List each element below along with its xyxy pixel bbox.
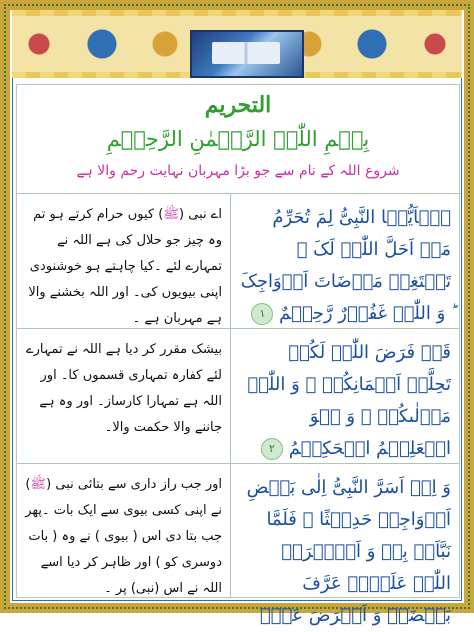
ornamental-banner <box>12 10 462 78</box>
translation-body: کیوں حرام کرتے ہو تم وہ چیز جو حلال کی ہے اللہ نے تمہارے لئے ۔کیا چاہتے ہو خوشنودی اپنی بیویوں کی۔ اور اللہ بخشنے والا ہے مہربان ہے ۔ <box>28 207 222 326</box>
verse-row <box>17 329 459 464</box>
arabic-text: وَ اِذۡ اَسَرَّ النَّبِیُّ اِلٰی بَعۡضِ اَزۡوَاجِہٖ حَدِیۡثًا ۚ فَلَمَّا نَبَّاَتۡ بِہٖ وَ اَظۡہَرَہُ اللّٰہُ عَلَیۡہِ عَرَّفَ بَعۡضَہٗ وَ اَعۡرَضَ عَنۡۢ <box>246 477 451 626</box>
translation-body: نے اپنی کسی بیوی سے ایک بات ۔پھر جب بتا دی اس ( بیوی ) نے وہ ( بات دوسری کو ) اور ظاہر کر دیا اسے اللہ نے اس (نبی) پر ۔ <box>25 503 222 596</box>
translation-body: بیشک مقرر کر دیا ہے اللہ نے تمہارے لئے کفارہ تمہاری قسموں کا۔ اور اللہ ہے تمہارا کارساز۔ اور وہ ہے جاننے والا حکمت والا۔ <box>26 342 222 435</box>
ayah-number-marker: ۱ <box>251 303 273 325</box>
translation-lead: اے نبی <box>188 207 222 222</box>
ayah-number-marker: ۲ <box>261 438 283 460</box>
header-section <box>17 85 459 194</box>
arabic-text: قَدۡ فَرَضَ اللّٰہُ لَکُمۡ تَحِلَّۃَ اَیۡمَانِکُمۡ ۚ وَ اللّٰہُ مَوۡلٰىکُمۡ ۚ وَ ہُوَ الۡعَلِیۡمُ الۡحَکِیۡمُ <box>247 342 451 459</box>
bismillah-arabic: بِسۡمِ اللّٰہِ الرَّحۡمٰنِ الرَّحِیۡمِ <box>106 127 370 151</box>
salutation-mark: ﷺ <box>163 207 180 222</box>
bismillah-urdu: شروع اللہ کے نام سے جو بڑا مہربان نہایت رحم والا ہے <box>76 163 400 179</box>
translation-lead: اور جب راز داری سے بتائی نبی <box>55 477 222 492</box>
verse-arabic <box>231 464 459 626</box>
salutation-mark: ﷺ <box>30 477 47 492</box>
verse-translation <box>17 329 231 463</box>
verse-row <box>17 464 459 626</box>
verse-arabic <box>231 194 459 328</box>
surah-title: التحريم <box>204 92 272 118</box>
content-panel <box>16 84 460 626</box>
quran-book-image <box>190 30 304 78</box>
verse-row <box>17 194 459 329</box>
arabic-text: یٰۤاَیُّہَا النَّبِیُّ لِمَ تُحَرِّمُ مَاۤ اَحَلَّ اللّٰہُ لَکَ ۚ تَبۡتَغِیۡ مَرۡضَاتَ اَزۡوَاجِکَ ؕ وَ اللّٰہُ غَفُوۡرٌ رَّحِیۡمٌ <box>240 207 451 324</box>
verse-translation: اے نبی (ﷺ) کیوں حرام کرتے ہو تم وہ چیز جو حلال کی ہے اللہ نے تمہارے لئے ۔کیا چاہتے ہو خوشنودی اپنی بیویوں کی۔ اور اللہ بخشنے والا ہے مہربان ہے ۔ <box>17 194 231 328</box>
verse-arabic <box>231 329 459 463</box>
verse-translation: اور جب راز داری سے بتائی نبی (ﷺ) نے اپنی کسی بیوی سے ایک بات ۔پھر جب بتا دی اس ( بیوی ) نے وہ ( بات دوسری کو ) اور ظاہر کر دیا اسے اللہ نے اس (نبی) پر ۔ <box>17 464 231 598</box>
